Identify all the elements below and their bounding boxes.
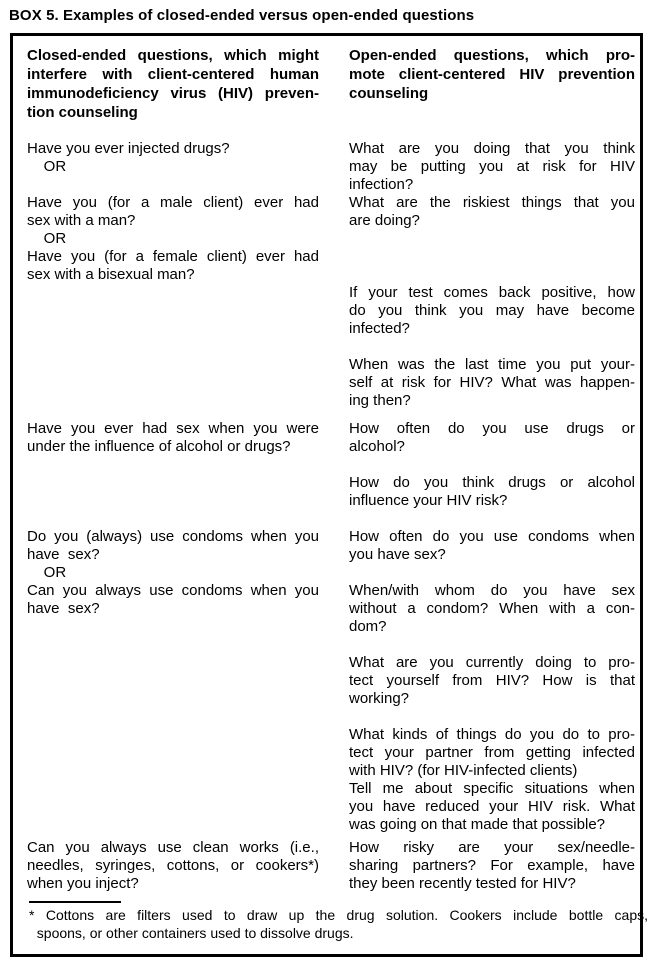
closed-ended-cell [27,839,319,893]
text-line: have sex? [27,546,100,563]
open-ended-cell [349,140,635,410]
question-paragraph [349,284,635,338]
text-line: under the influence of alcohol or drugs? [27,438,291,455]
text-line: Have you ever injected drugs? [27,140,230,157]
text-line: When was the last time you put your- [349,356,635,373]
question-paragraph [349,420,635,456]
table-row [27,839,638,893]
text-line: without a condom? When with a con- [349,600,635,617]
text-line: Can you always use clean works (i.e., [27,839,319,856]
text-line: OR [27,230,67,247]
text-line: If your test comes back positive, how [349,284,635,301]
text-line: infected? [349,320,410,337]
closed-ended-cell [27,140,319,284]
question-paragraph [349,582,635,636]
question-paragraph [27,140,319,158]
text-line: sex with a man? [27,212,136,229]
text-line: with HIV? (for HIV-infected clients) [349,762,578,779]
question-paragraph [27,528,319,564]
text-line: Have you ever had sex when you were [27,420,319,437]
text-line: ing then? [349,392,411,409]
text-line: Can you always use condoms when you [27,582,319,599]
question-paragraph [349,654,635,708]
text-line: may be putting you at risk for HIV [349,158,635,175]
text-line: What are the riskiest things that you [349,194,635,211]
text-line: alcohol? [349,438,405,455]
text-line: Do you (always) use condoms when you [27,528,319,545]
text-line: self at risk for HIV? What was happen- [349,374,635,391]
question-paragraph [27,839,319,893]
open-ended-header [349,46,635,103]
question-paragraph [349,726,635,780]
text-line: you have reduced your HIV risk. What [349,798,635,815]
text-line: How do you think drugs or alcohol [349,474,635,491]
footnote-divider [29,901,121,903]
text-line: spoons, or other containers used to dissolve drugs. [29,925,354,941]
question-paragraph [27,248,319,284]
open-ended-cell [349,420,635,510]
text-line: How often do you use condoms when [349,528,635,545]
open-ended-cell [349,528,635,834]
question-paragraph [349,780,635,834]
question-paragraph [349,140,635,194]
text-line: they been recently tested for HIV? [349,875,576,892]
table-header-row [27,46,638,122]
text-line: immunodeficiency virus (HIV) preven- [27,85,319,102]
text-line: Have you (for a male client) ever had [27,194,319,211]
text-line: What are you doing that you think [349,140,635,157]
table-row [27,528,638,834]
closed-ended-header [27,46,319,122]
closed-ended-cell [27,420,319,456]
question-paragraph [349,356,635,410]
text-line: tect yourself from HIV? How is that [349,672,635,689]
text-line: do you think you may have become [349,302,635,319]
text-line: tect your partner from getting infected [349,744,635,761]
text-line: have sex? [27,600,100,617]
question-paragraph [349,194,635,230]
questions-table [10,33,648,957]
question-paragraph [27,564,319,582]
text-line: OR [27,564,67,581]
text-line: What are you currently doing to pro- [349,654,635,671]
table-row [27,420,638,510]
question-paragraph [27,194,319,230]
question-paragraph [27,230,319,248]
footnote [29,906,648,942]
text-line: influence your HIV risk? [349,492,508,509]
question-paragraph [27,158,319,176]
text-line: * Cottons are filters used to draw up the drug solution. Cookers include bottle caps, [29,907,648,923]
text-line: Open-ended questions, which pro- [349,47,635,64]
text-line: Tell me about specific situations when [349,780,635,797]
text-line: mote client-centered HIV prevention [349,66,635,83]
text-line: When/with whom do you have sex [349,582,635,599]
question-paragraph [349,474,635,510]
question-paragraph [349,839,635,893]
text-line: How often do you use drugs or [349,420,635,437]
question-paragraph [349,528,635,564]
table-row [27,140,638,410]
text-line: you have sex? [349,546,446,563]
text-line: infection? [349,176,414,193]
text-line: Closed-ended questions, which might [27,47,319,64]
text-line: dom? [349,618,387,635]
page-title: BOX 5. Examples of closed-ended versus open-ended questions [9,7,475,24]
text-line: tion counseling [27,104,138,121]
text-line: was going on that made that possible? [349,816,606,833]
text-line: sex with a bisexual man? [27,266,195,283]
text-line: are doing? [349,212,420,229]
question-paragraph [27,582,319,618]
text-line: Have you (for a female client) ever had [27,248,319,265]
text-line: counseling [349,85,429,102]
question-paragraph [27,420,319,456]
text-line: when you inject? [27,875,139,892]
text-line: What kinds of things do you do to pro- [349,726,635,743]
text-line: needles, syringes, cottons, or cookers*) [27,857,319,874]
open-ended-cell [349,839,635,893]
text-line: interfere with client-centered human [27,66,319,83]
text-line: working? [349,690,410,707]
text-line: sharing partners? For example, have [349,857,635,874]
text-line: How risky are your sex/needle- [349,839,635,856]
text-line: OR [27,158,67,175]
closed-ended-cell [27,528,319,618]
